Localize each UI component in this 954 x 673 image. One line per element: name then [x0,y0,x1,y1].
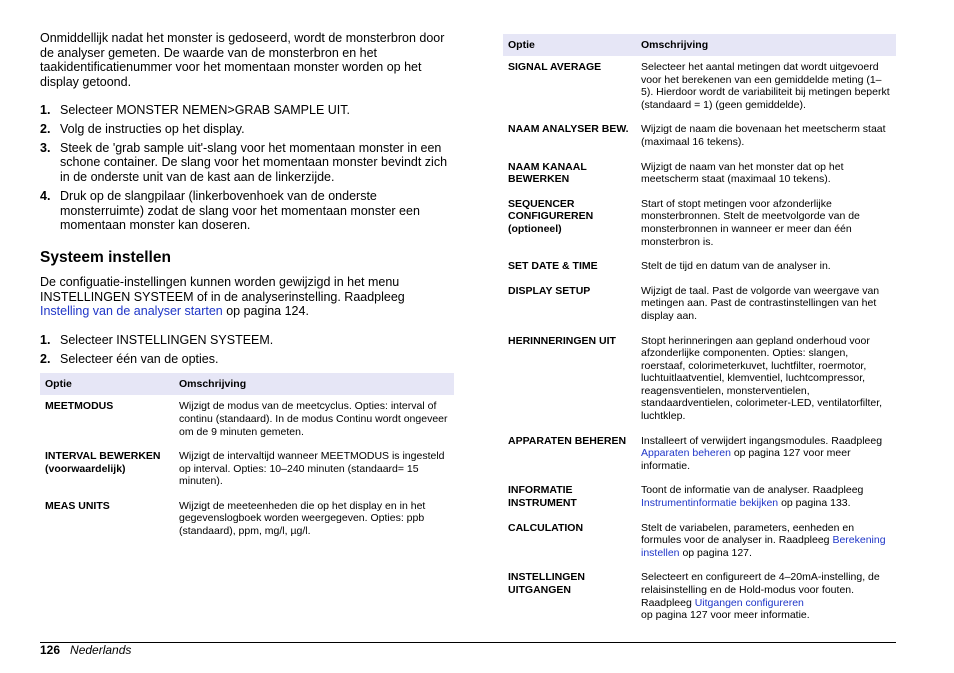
page-number: 126 [40,643,61,657]
option-name: NAAM ANALYSER BEW. [508,123,629,136]
header-description: Omschrijving [636,34,896,56]
section-heading: Systeem instellen [40,249,171,267]
table-row [40,495,454,545]
option-description [636,517,896,567]
step-number: 1. [40,103,51,118]
options-table-right [503,34,896,629]
table-row [503,56,896,118]
right-column [503,34,896,629]
list-item [40,333,454,348]
option-name: MEETMODUS [45,400,114,413]
desc-text-before: Installeert of verwijdert ingangsmodules. Raadpleeg [641,434,883,447]
option-description: Wijzigt de meeteenheden die op het display en in het gegevenslogboek worden weergegeven. Opties: ppb (standaard), ppm, mg/l, µg/l. [179,499,426,538]
link-berekening-instellen[interactable]: Berekening instellen [641,534,886,559]
option-description: Wijzigt de taal. Past de volgorde van weergave van metingen aan. Past de contrastinstellingen van het display aan. [641,284,880,322]
table-row [40,395,454,445]
option-name: APPARATEN BEHEREN [508,434,627,447]
option-name: MEAS UNITS [45,499,110,512]
table-header-row [503,34,896,56]
option-name: INFORMATIE INSTRUMENT [508,484,577,510]
option-description: Start of stopt metingen voor afzonderlijke monsterbronnen. Stelt de meetvolgorde van de monsterbronnen in wanneer er meer dan één monsterbron is. [641,197,860,248]
step-text: Steek de 'grab sample uit'-slang voor het momentaan monster in een schone container. De slang voor het momentaan monster bevindt zich in de onderste unit van de kast aan de linkerzijde. [60,140,448,185]
table-row [503,193,896,255]
option-name: DISPLAY SETUP [508,284,591,297]
step-number: 1. [40,332,51,347]
option-description: Stelt de tijd en datum van de analyser in. [641,260,831,273]
steps-list-grab-sample [40,103,454,233]
section-paragraph [40,275,454,319]
options-table-left [40,373,454,544]
option-description: Stopt herinneringen aan gepland onderhoud voor afzonderlijke componenten. Opties: slangen, roerstaaf, colorimeterkuvet, luchtfilter, roermotor, luchtuitlaatventiel, klemventiel, luchtcompressor, reagensventielen, monsterventielen, standaardventielen, colorimeter-LED, ventilatorfilter, luchtklep. [641,334,883,423]
step-text: Druk op de slangpilaar (linkerbovenhoek van de onderste monsterruimte) zodat de slang voor het momentaan monster een momentaan monster kan doseren. [60,188,420,233]
step-number: 2. [40,351,51,366]
table-row [503,156,896,193]
link-uitgangen-configureren[interactable]: Uitgangen configureren [694,596,804,609]
step-text: Selecteer MONSTER NEMEN>GRAB SAMPLE UIT. [60,103,351,118]
table-row [503,479,896,516]
desc-text-after: op pagina 133. [778,497,851,510]
option-description [636,479,896,516]
section-text-before: De configuatie-instellingen kunnen worden gewijzigd in het menu INSTELLINGEN SYSTEEM of in de analyserinstelling. Raadpleeg [40,275,405,304]
option-description: Wijzigt de modus van de meetcyclus. Opties: interval of continu (standaard). In de modus Continu wordt ongeveer om de 9 minuten gemeten. [179,400,448,438]
option-name: INTERVAL BEWERKEN (voorwaardelijk) [45,450,161,475]
desc-text-before: Toont de informatie van de analyser. Raadpleeg [641,484,864,497]
table-header-row [40,373,454,395]
option-name: CALCULATION [508,521,584,534]
desc-text-after: op pagina 127. [679,546,752,559]
list-item [40,103,454,118]
option-name: INSTELLINGEN UITGANGEN [508,571,586,596]
table-row [503,330,896,430]
desc-text-before: Selecteert en configureert de 4–20mA-instelling, de relaisinstelling en de Hold-modus voor fouten. Raadpleeg [641,571,880,609]
option-description [636,430,896,480]
step-number: 4. [40,188,51,203]
table-row [503,517,896,567]
option-name: HERINNERINGEN UIT [508,334,616,347]
option-name: SET DATE & TIME [508,260,598,273]
page-footer [40,643,131,657]
header-option: Optie [503,34,636,56]
option-name: SIGNAL AVERAGE [508,61,602,73]
option-description: Selecteer het aantal metingen dat wordt uitgevoerd voor het berekenen van een gemiddelde meting (1–5). Hierdoor wordt de variabiliteit bij metingen beperkt (standaard = 1) (geen gemiddelde). [641,61,890,111]
steps-list-system-setup [40,333,454,366]
option-name: SEQUENCER CONFIGUREREN (optioneel) [508,197,594,235]
list-item [40,189,454,233]
list-item [40,352,454,367]
option-description: Wijzigt de naam van het monster dat op het meetscherm staat (maximaal 10 tekens). [641,160,844,186]
list-item [40,141,454,185]
table-row [503,118,896,155]
table-row [503,430,896,480]
desc-text-before: Stelt de variabelen, parameters, eenheden en formules voor de analyser in. Raadpleeg [641,521,855,547]
table-row [503,255,896,280]
header-option: Optie [40,373,174,395]
list-item [40,122,454,137]
intro-paragraph: Onmiddellijk nadat het monster is gedoseerd, wordt de monsterbron door de analyser gemeten. De waarde van de monsterbron en het taakidentificatienummer voor het momentaan monster worden op het display getoond. [40,31,445,89]
header-description: Omschrijving [174,373,454,395]
link-instrumentinformatie[interactable]: Instrumentinformatie bekijken [641,497,779,510]
table-row [40,445,454,495]
link-apparaten-beheren[interactable]: Apparaten beheren [641,447,731,460]
footer-divider [40,642,896,643]
section-text-after: op pagina 124. [222,304,309,319]
option-description: Wijzigt de intervaltijd wanneer MEETMODUS is ingesteld op interval. Opties: 10–240 minuten (standaard= 15 minuten). [179,450,445,488]
left-column [40,31,454,545]
table-row [503,280,896,330]
footer-language: Nederlands [70,643,132,657]
desc-text-after: op pagina 127 voor meer informatie. [641,447,851,472]
step-number: 3. [40,140,51,155]
option-name: NAAM KANAAL BEWERKEN [508,160,587,186]
step-number: 2. [40,121,51,136]
step-text: Selecteer INSTELLINGEN SYSTEEM. [60,332,274,347]
link-analyser-setup[interactable]: Instelling van de analyser starten [40,304,223,319]
desc-text-after: op pagina 127 voor meer informatie. [641,609,810,622]
option-description [636,566,896,628]
step-text: Selecteer één van de opties. [60,351,219,366]
option-description: Wijzigt de naam die bovenaan het meetscherm staat (maximaal 16 tekens). [641,123,886,148]
table-row [503,566,896,628]
step-text: Volg de instructies op het display. [60,121,245,136]
